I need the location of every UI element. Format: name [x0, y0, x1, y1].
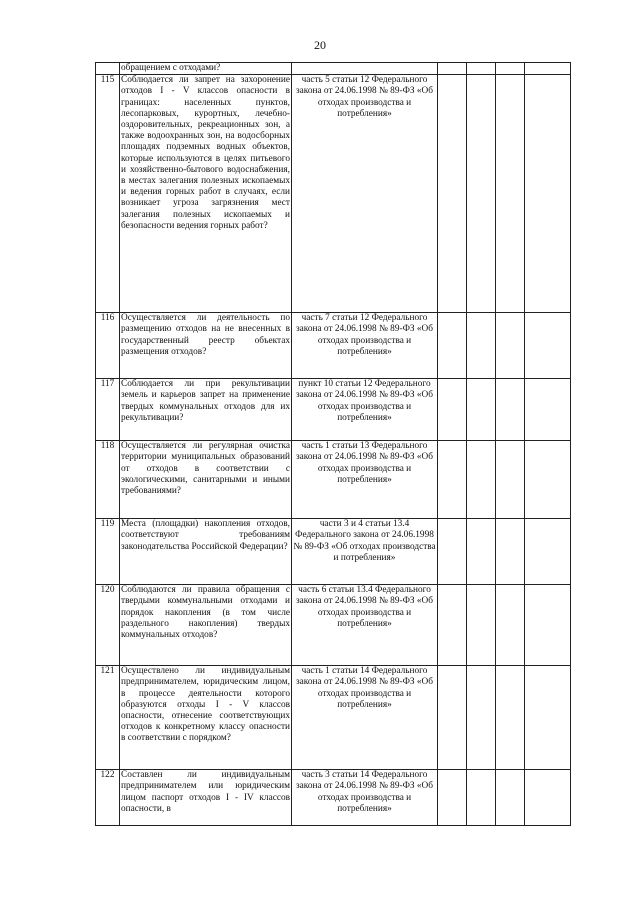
- answer-no-cell: [467, 770, 496, 826]
- table-row: [96, 519, 571, 585]
- page-number: 20: [314, 38, 326, 52]
- answer-na-cell: [496, 379, 525, 441]
- checklist-table: [95, 62, 571, 826]
- answer-yes-cell: [438, 379, 467, 441]
- notes-cell: [525, 585, 571, 666]
- table-row: [96, 313, 571, 379]
- answer-no-cell: [467, 75, 496, 313]
- answer-no-cell: [467, 519, 496, 585]
- answer-yes-cell: [438, 770, 467, 826]
- legal-reference: части 3 и 4 статьи 13.4 Федерального закона от 24.06.1998 № 89-ФЗ «Об отходах производства и потребления»: [292, 519, 438, 585]
- answer-yes-cell: [438, 75, 467, 313]
- notes-cell: [525, 441, 571, 519]
- answer-no-cell: [467, 379, 496, 441]
- notes-cell: [525, 666, 571, 770]
- legal-reference: часть 3 статьи 14 Федерального закона от 24.06.1998 № 89-ФЗ «Об отходах производства и потребления»: [292, 770, 438, 826]
- notes-cell: [525, 519, 571, 585]
- row-number: 116: [96, 313, 120, 379]
- row-number: [96, 63, 120, 75]
- answer-no-cell: [467, 666, 496, 770]
- requirement-question: Составлен ли индивидуальным предпринимателем или юридическим лицом паспорт отходов I - IV классов опасности, в: [120, 770, 292, 826]
- table-row: [96, 585, 571, 666]
- answer-no-cell: [467, 585, 496, 666]
- requirement-question: Осуществляется ли деятельность по размещению отходов на не внесенных в государственный реестр объектах размещения отходов?: [120, 313, 292, 379]
- notes-cell: [525, 379, 571, 441]
- table-row: [96, 441, 571, 519]
- answer-no-cell: [467, 441, 496, 519]
- row-number: 121: [96, 666, 120, 770]
- legal-reference: часть 1 статьи 14 Федерального закона от 24.06.1998 № 89-ФЗ «Об отходах производства и потребления»: [292, 666, 438, 770]
- answer-na-cell: [496, 519, 525, 585]
- row-number: 117: [96, 379, 120, 441]
- notes-cell: [525, 770, 571, 826]
- table-row: [96, 666, 571, 770]
- answer-no-cell: [467, 313, 496, 379]
- table-row: [96, 63, 571, 75]
- row-number: 119: [96, 519, 120, 585]
- legal-reference: пункт 10 статьи 12 Федерального закона от 24.06.1998 № 89-ФЗ «Об отходах производства и потребления»: [292, 379, 438, 441]
- legal-reference: часть 1 статьи 13 Федерального закона от 24.06.1998 № 89-ФЗ «Об отходах производства и потребления»: [292, 441, 438, 519]
- requirement-question: обращением с отходами?: [120, 63, 292, 75]
- answer-yes-cell: [438, 313, 467, 379]
- answer-yes-cell: [438, 585, 467, 666]
- answer-na-cell: [496, 441, 525, 519]
- row-number: 122: [96, 770, 120, 826]
- answer-yes-cell: [438, 666, 467, 770]
- table-row: [96, 770, 571, 826]
- table-row: [96, 379, 571, 441]
- answer-yes-cell: [438, 519, 467, 585]
- row-number: 118: [96, 441, 120, 519]
- requirement-question: Осуществлено ли индивидуальным предпринимателем, юридическим лицом, в процессе деятельности которого образуются отходы I - V классов опасности, отнесение соответствующих отходов к конкретному классу опасности в соответствии с порядком?: [120, 666, 292, 770]
- table-row: [96, 75, 571, 313]
- legal-reference: [292, 63, 438, 75]
- requirement-question: Соблюдается ли при рекультивации земель и карьеров запрет на применение твердых коммунальных отходов для их рекультивации?: [120, 379, 292, 441]
- answer-na-cell: [496, 63, 525, 75]
- answer-na-cell: [496, 666, 525, 770]
- requirement-question: Соблюдается ли запрет на захоронение отходов I - V классов опасности в границах: населенных пунктов, лесопарковых, курортных, лечебно-оздоровительных, рекреационных зон, а также водоохранных зон, на водосборных площадях подземных водных объектов, которые используются в целях питьевого и хозяйственно-бытового водоснабжения, в местах залегания полезных ископаемых и ведения горных работ в случаях, если возникает угроза загрязнения мест залегания полезных ископаемых и безопасности ведения горных работ?: [120, 75, 292, 313]
- notes-cell: [525, 313, 571, 379]
- answer-no-cell: [467, 63, 496, 75]
- answer-na-cell: [496, 313, 525, 379]
- notes-cell: [525, 75, 571, 313]
- requirement-question: Осуществляется ли регулярная очистка территории муниципальных образований от отходов в соответствии с экологическими, санитарными и иными требованиями?: [120, 441, 292, 519]
- requirement-question: Места (площадки) накопления отходов, соответствуют требованиям законодательства Российской Федерации?: [120, 519, 292, 585]
- row-number: 120: [96, 585, 120, 666]
- answer-na-cell: [496, 75, 525, 313]
- legal-reference: часть 6 статьи 13.4 Федерального закона от 24.06.1998 № 89-ФЗ «Об отходах производства и потребления»: [292, 585, 438, 666]
- answer-na-cell: [496, 585, 525, 666]
- requirement-question: Соблюдаются ли правила обращения с твердыми коммунальными отходами и порядок накопления (в том числе раздельного накопления) твердых коммунальных отходов?: [120, 585, 292, 666]
- legal-reference: часть 5 статьи 12 Федерального закона от 24.06.1998 № 89-ФЗ «Об отходах производства и потребления»: [292, 75, 438, 313]
- notes-cell: [525, 63, 571, 75]
- legal-reference: часть 7 статьи 12 Федерального закона от 24.06.1998 № 89-ФЗ «Об отходах производства и потребления»: [292, 313, 438, 379]
- answer-yes-cell: [438, 63, 467, 75]
- row-number: 115: [96, 75, 120, 313]
- answer-na-cell: [496, 770, 525, 826]
- answer-yes-cell: [438, 441, 467, 519]
